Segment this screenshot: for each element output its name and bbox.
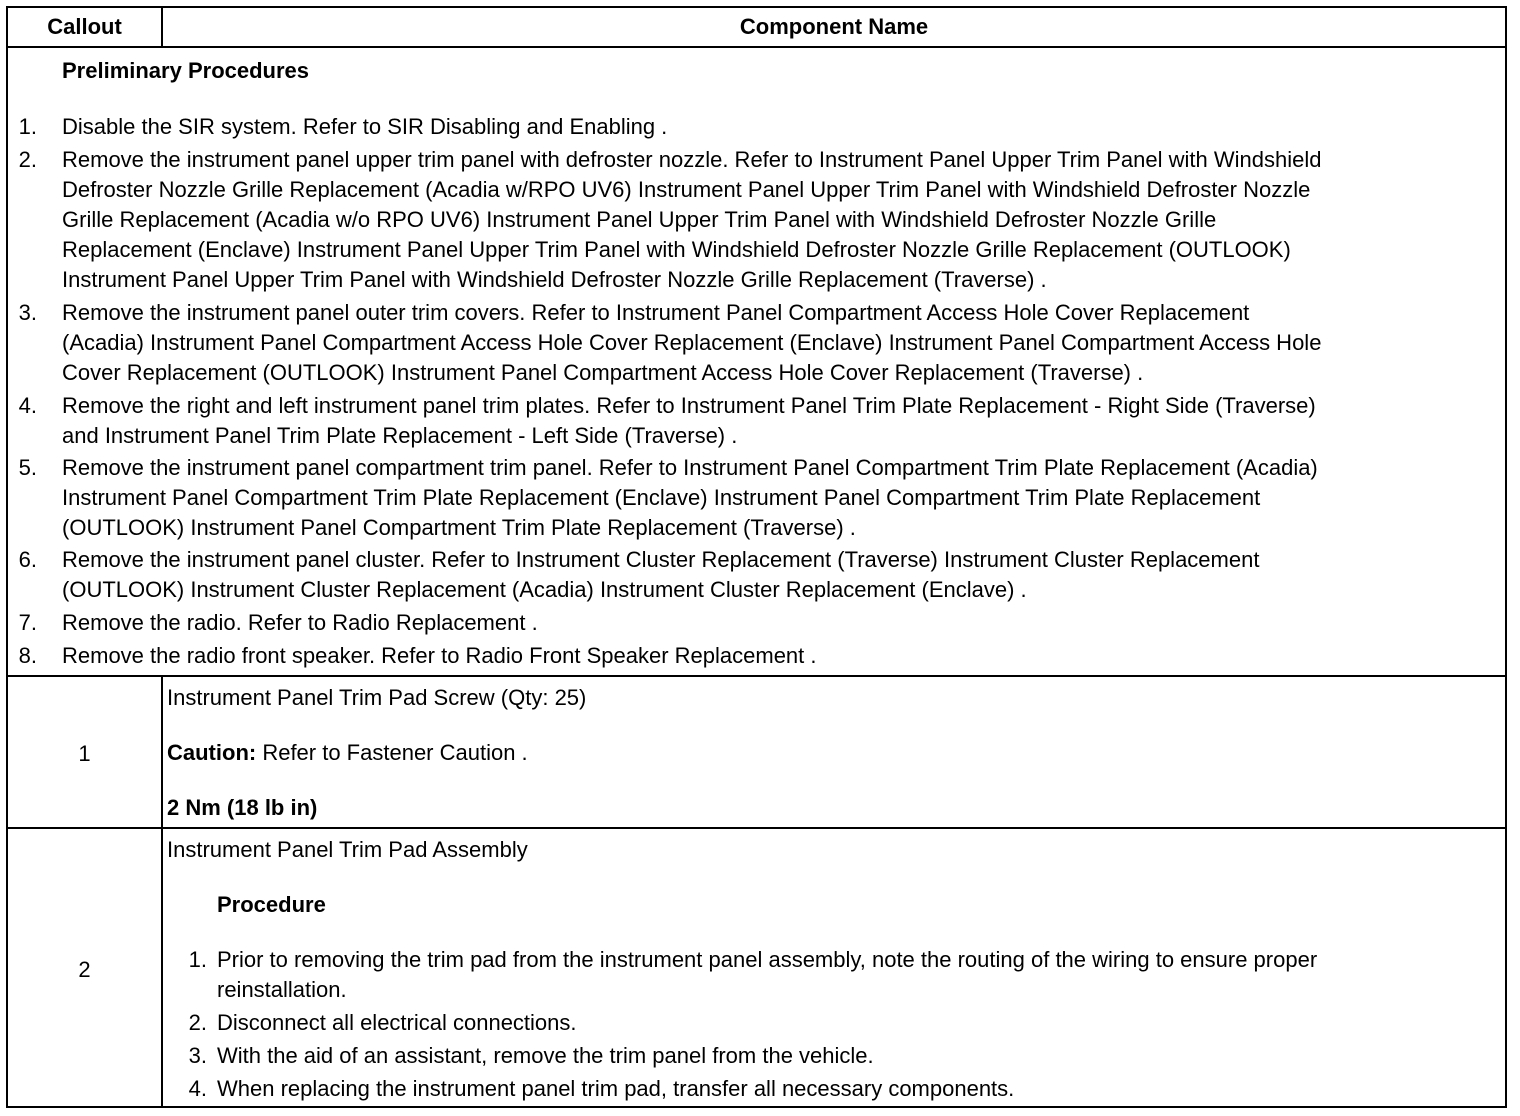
step-text-line: Remove the radio. Refer to Radio Replacement . — [62, 610, 538, 635]
step-text-line: Prior to removing the trim pad from the instrument panel assembly, note the routing of the wiring to ensure proper — [217, 947, 1318, 972]
step-number: 4. — [18, 393, 37, 418]
step-number: 1. — [18, 114, 37, 139]
row2-component-name: Instrument Panel Trim Pad Assembly — [167, 837, 528, 862]
step-text-line: Remove the radio front speaker. Refer to Radio Front Speaker Replacement . — [62, 643, 817, 668]
step-text-line: (Acadia) Instrument Panel Compartment Access Hole Cover Replacement (Enclave) Instrument Panel Compartment Access Hole — [62, 330, 1322, 355]
step-text-line: (OUTLOOK) Instrument Cluster Replacement (Acadia) Instrument Cluster Replacement (Enclave) . — [62, 577, 1027, 602]
step-text-line: Remove the instrument panel compartment trim panel. Refer to Instrument Panel Compartment Trim Plate Replacement (Acadia) — [62, 455, 1318, 480]
header-component-name: Component Name — [739, 14, 929, 39]
components-table — [6, 6, 1507, 1108]
preliminary-title: Preliminary Procedures — [62, 58, 310, 83]
step-text-line: Remove the instrument panel outer trim covers. Refer to Instrument Panel Compartment Access Hole Cover Replacement — [62, 300, 1250, 325]
row2-callout: 2 — [78, 957, 91, 982]
step-number: 1. — [188, 947, 207, 972]
procedure-title: Procedure — [217, 892, 326, 917]
caution-label: Caution: — [167, 740, 257, 765]
step-text-line: Replacement (Enclave) Instrument Panel Upper Trim Panel with Windshield Defroster Nozzle Grille Replacement (OUTLOOK) — [62, 237, 1291, 262]
row1-callout: 1 — [78, 741, 91, 766]
step-text-line: (OUTLOOK) Instrument Panel Compartment Trim Plate Replacement (Traverse) . — [62, 515, 856, 540]
header-callout: Callout — [47, 14, 122, 39]
column-divider-rows — [161, 675, 163, 1108]
step-number: 8. — [18, 643, 37, 668]
step-number: 7. — [18, 610, 37, 635]
step-number: 3. — [188, 1043, 207, 1068]
step-text-line: Grille Replacement (Acadia w/o RPO UV6) Instrument Panel Upper Trim Panel with Windshield Defroster Nozzle Grille — [62, 207, 1217, 232]
step-text-line: Remove the instrument panel cluster. Refer to Instrument Cluster Replacement (Traverse) Instrument Cluster Replacement — [62, 547, 1260, 572]
step-text-line: and Instrument Panel Trim Plate Replacement - Left Side (Traverse) . — [62, 423, 738, 448]
row1-torque: 2 Nm (18 lb in) — [167, 795, 318, 820]
step-text-line: reinstallation. — [217, 977, 347, 1002]
step-text-line: Disconnect all electrical connections. — [217, 1010, 577, 1035]
preliminary-divider — [8, 675, 1505, 677]
row1-divider — [8, 827, 1505, 829]
step-text-line: With the aid of an assistant, remove the trim panel from the vehicle. — [217, 1043, 874, 1068]
caution-text: Refer to Fastener Caution . — [256, 740, 528, 765]
step-text-line: Remove the right and left instrument panel trim plates. Refer to Instrument Panel Trim Plate Replacement - Right Side (Traverse) — [62, 393, 1316, 418]
step-number: 2. — [188, 1010, 207, 1035]
step-number: 5. — [18, 455, 37, 480]
header-divider — [8, 46, 1505, 48]
step-text-line: Remove the instrument panel upper trim panel with defroster nozzle. Refer to Instrument Panel Upper Trim Panel with Windshield — [62, 147, 1322, 172]
step-number: 4. — [188, 1076, 207, 1101]
step-text-line: Defroster Nozzle Grille Replacement (Acadia w/RPO UV6) Instrument Panel Upper Trim Panel with Windshield Defroster Nozzle — [62, 177, 1311, 202]
step-number: 2. — [18, 147, 37, 172]
step-text-line: Instrument Panel Compartment Trim Plate Replacement (Enclave) Instrument Panel Compartment Trim Plate Replacement — [62, 485, 1261, 510]
step-number: 6. — [18, 547, 37, 572]
step-text-line: Instrument Panel Upper Trim Panel with Windshield Defroster Nozzle Grille Replacement (Traverse) . — [62, 267, 1047, 292]
step-text-line: Cover Replacement (OUTLOOK) Instrument Panel Compartment Access Hole Cover Replacement (Traverse) . — [62, 360, 1144, 385]
row1-caution — [167, 738, 528, 768]
step-number: 3. — [18, 300, 37, 325]
step-text-line: Disable the SIR system. Refer to SIR Disabling and Enabling . — [62, 114, 668, 139]
step-text-line: When replacing the instrument panel trim pad, transfer all necessary components. — [217, 1076, 1015, 1101]
row1-component-name: Instrument Panel Trim Pad Screw (Qty: 25) — [167, 685, 587, 710]
